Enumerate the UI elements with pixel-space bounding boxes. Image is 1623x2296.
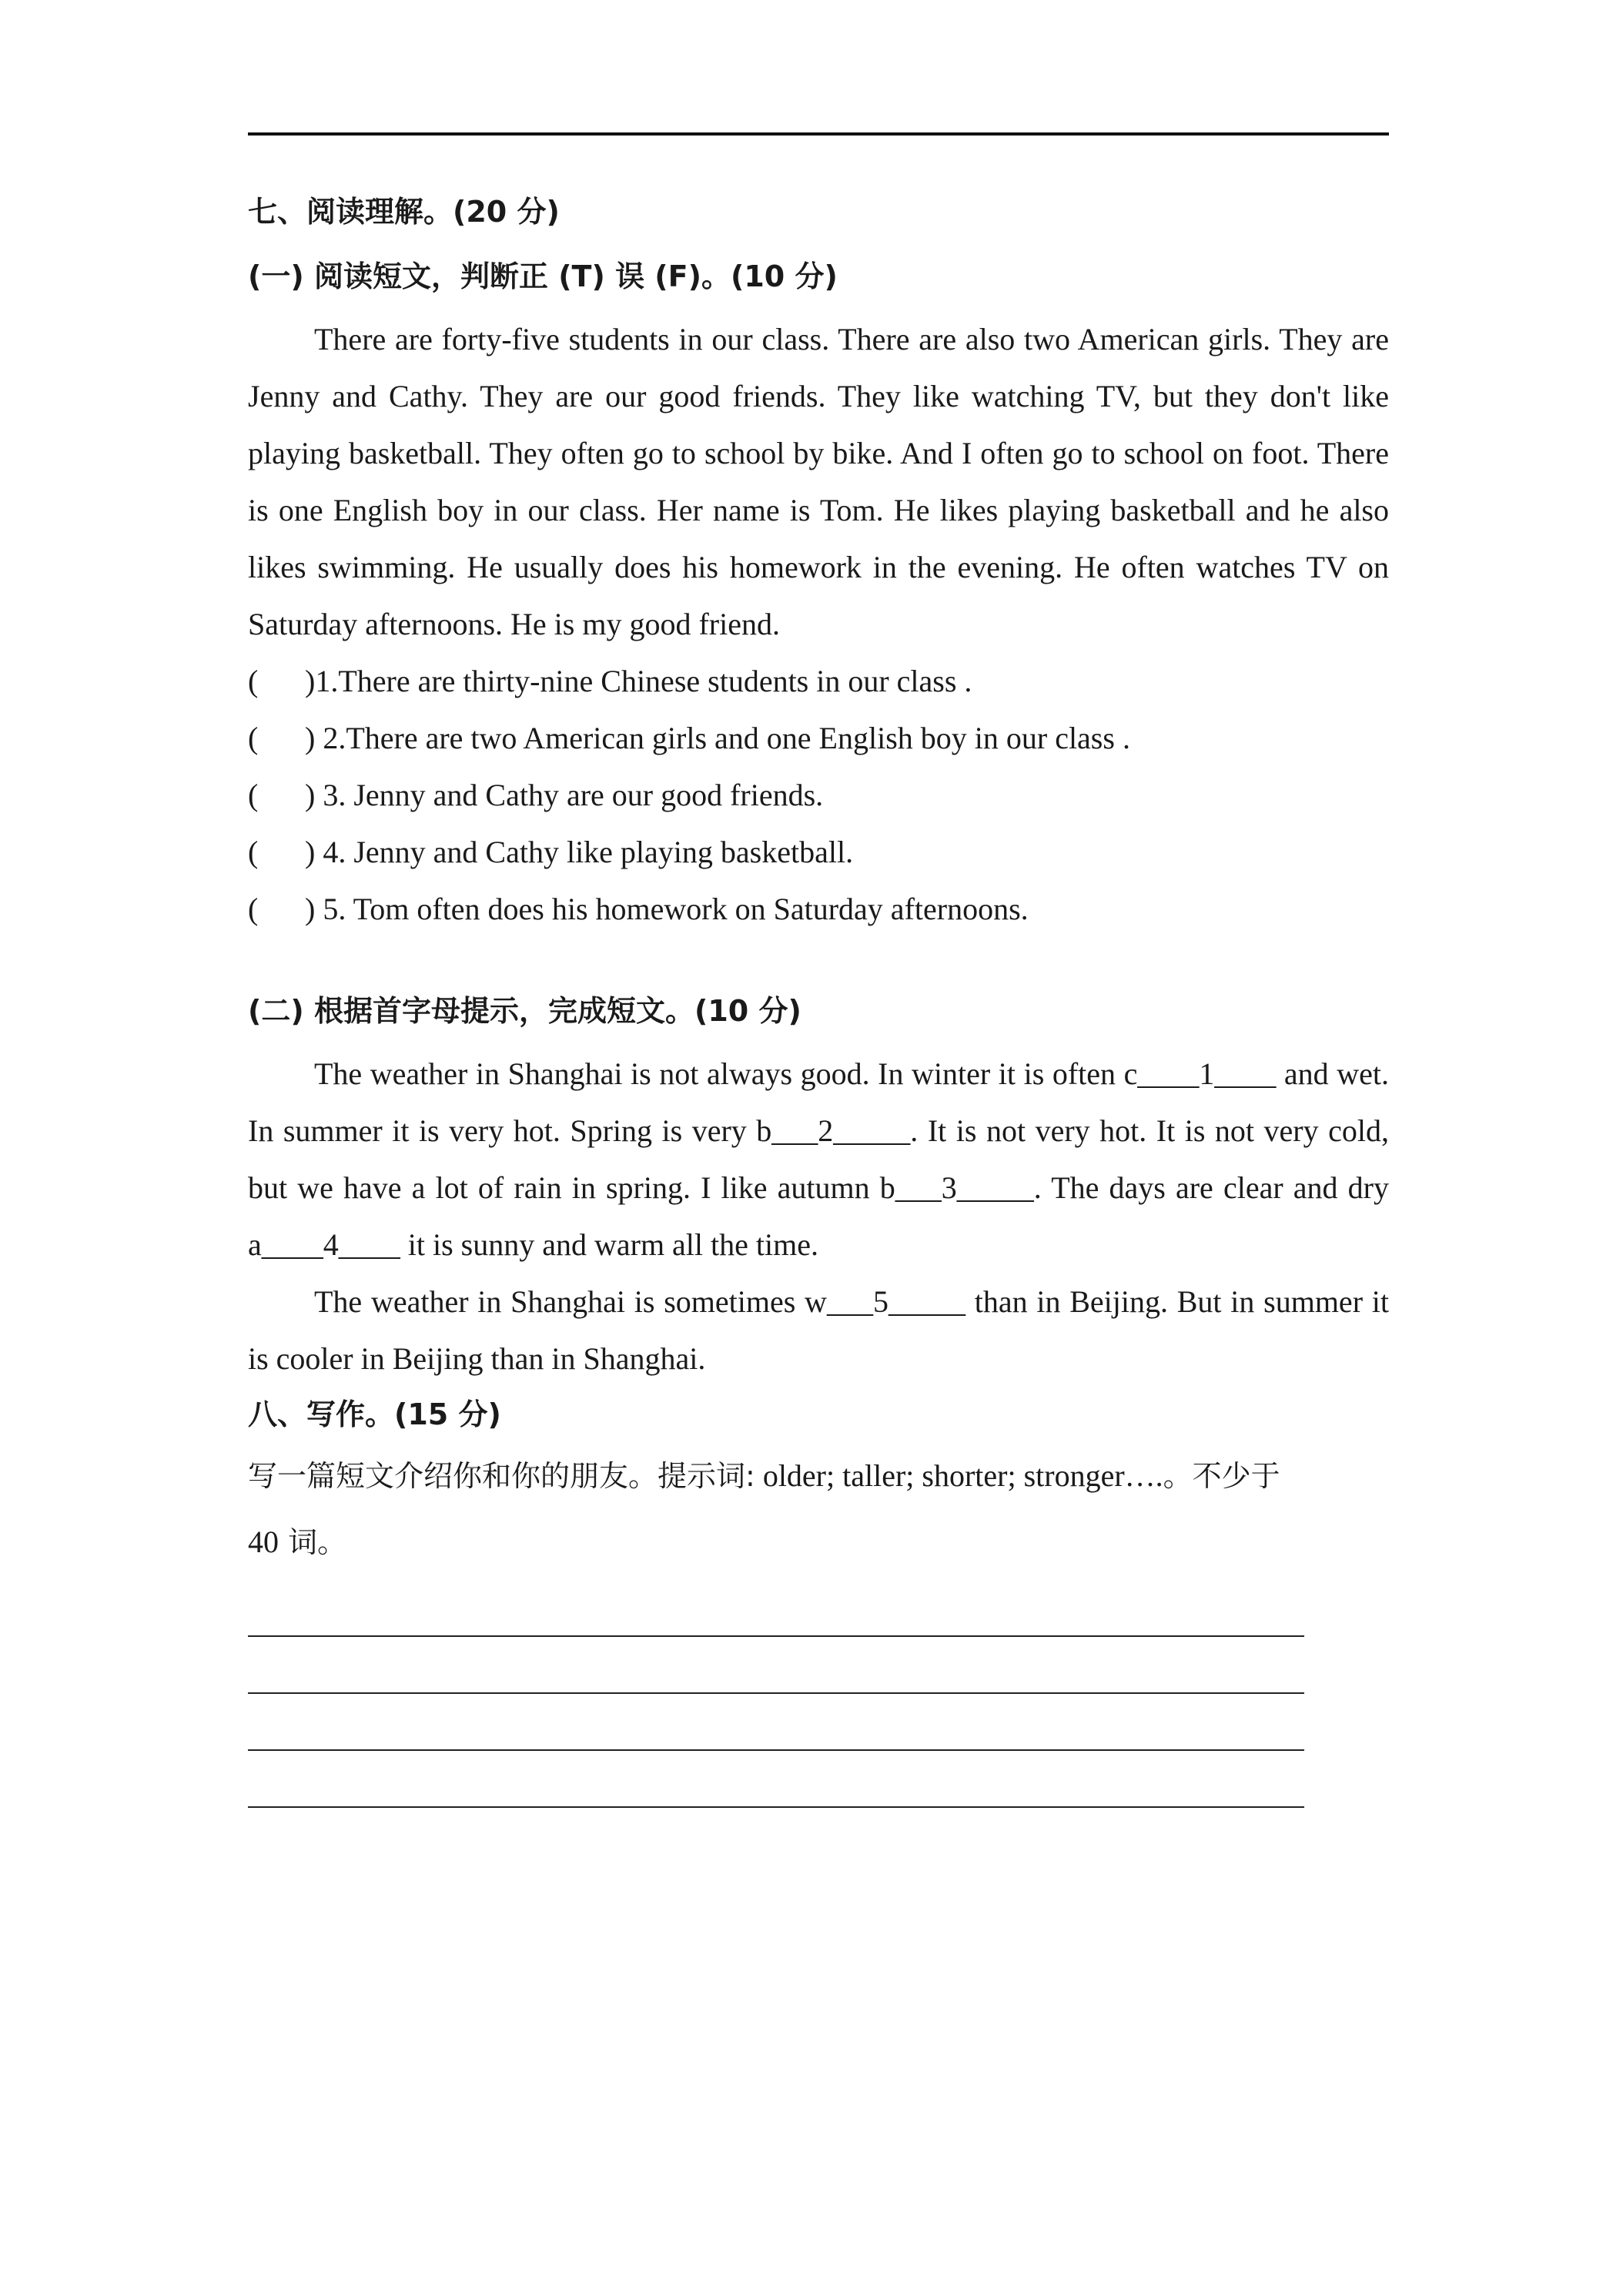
question-5: ( ) 5. Tom often does his homework on Saturday afternoons. (248, 881, 1389, 938)
writing-lines (248, 1580, 1389, 1808)
part2-title: (二) 根据首字母提示，完成短文。(10 分) (248, 994, 801, 1028)
writing-line[interactable] (248, 1637, 1304, 1694)
header-rule (248, 132, 1389, 136)
writing-line[interactable] (248, 1694, 1304, 1751)
section7-title: 七、阅读理解。(20 分) (248, 195, 560, 229)
question-text: 4. Jenny and Cathy like playing basketball. (315, 835, 854, 869)
question-text: 1.There are thirty-nine Chinese students in our class . (315, 664, 972, 698)
answer-blank[interactable]: ( (248, 721, 259, 755)
answer-blank[interactable]: ( (248, 892, 259, 926)
question-4: ( ) 4. Jenny and Cathy like playing basketball. (248, 824, 1389, 881)
question-2: ( ) 2.There are two American girls and one English boy in our class . (248, 710, 1389, 767)
question-text: 3. Jenny and Cathy are our good friends. (315, 778, 824, 812)
writing-line[interactable] (248, 1580, 1304, 1637)
reading-passage: There are forty-five students in our class. There are also two American girls. They are Jenny and Cathy. They are our good friends. They like watching TV, but they don't like playing basketball. They often go to school by bike. And I often go to school on foot. There is one English boy in our class. Her name is Tom. He likes playing basketball and he also likes swimming. He usually does his homework in the evening. He often watches TV on Saturday afternoons. He is my good friend. (248, 322, 1389, 641)
writing-prompt: 写一篇短文介绍你和你的朋友。提示词: older; taller; shorter; stronger….。不少于 40 词。 (248, 1458, 1280, 1559)
part1-title: (一) 阅读短文，判断正 (T) 误 (F)。(10 分) (248, 259, 838, 293)
worksheet-content (248, 192, 1389, 1808)
question-text: 2.There are two American girls and one English boy in our class . (315, 721, 1130, 755)
answer-blank[interactable]: ( (248, 778, 259, 812)
section8-title: 八、写作。(15 分) (248, 1397, 501, 1431)
cloze-paragraph-1: The weather in Shanghai is not always good. In winter it is often c____1____ and wet. In summer it is very hot. Spring is very b___2_____. It is not very hot. It is not very cold, but we have a lot of rain in spring. I like autumn b___3_____. The days are clear and dry a____4____ it is sunny and warm all the time. (248, 1056, 1389, 1262)
true-false-questions (248, 653, 1389, 938)
question-3: ( ) 3. Jenny and Cathy are our good friends. (248, 767, 1389, 824)
answer-blank[interactable]: ( (248, 664, 259, 698)
question-1: ( ) 1.There are thirty-nine Chinese students in our class . (248, 653, 1389, 710)
writing-line[interactable] (248, 1751, 1304, 1808)
answer-blank[interactable]: ( (248, 835, 259, 869)
question-text: 5. Tom often does his homework on Saturday afternoons. (315, 892, 1029, 926)
cloze-paragraph-2: The weather in Shanghai is sometimes w___5_____ than in Beijing. But in summer it is cooler in Beijing than in Shanghai. (248, 1284, 1389, 1376)
